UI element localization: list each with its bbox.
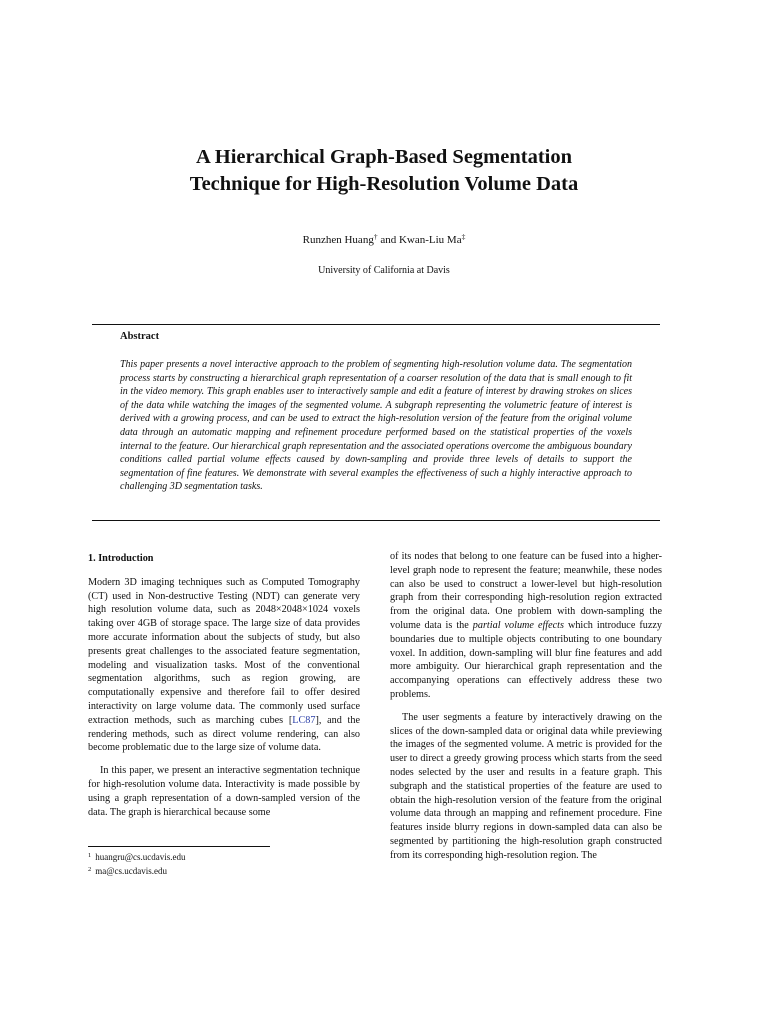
abstract-text: This paper presents a novel interactive approach to the problem of segmenting high-resolution volume data. The segmentation process starts by constructing a hierarchical graph representation of a coarser resolution of the data that is small enough to fit in the video memory. This graph enables user to interactively sample and edit a feature of interest by drawing strokes on slices of the data while watching the images of the segmented volume. A subgraph representing the volumetric feature of interest is derived with a growing process, and can be used to extract the high-resolution version of the feature from the original volume data through an automatic mapping and refinement procedure performed based on the statistical properties of the voxels internal to the feature. Our hierarchical graph representation and the associated operations overcome the ambiguous boundary conditions called partial volume effects caused by down-sampling and provide three levels of details to support the segmentation of fine features. We demonstrate with several examples the effectiveness of such a highly interactive approach to challenging 3D segmentation tasks. bbox=[120, 359, 632, 493]
author-list bbox=[0, 232, 768, 246]
footnote-mark: 1 bbox=[88, 852, 92, 859]
paragraph: The user segments a feature by interactively drawing on the slices of the down-sampled data or original data while previewing the images of the segmented volume. A metric is provided for the user to direct a greedy growing process which starts from the seed nodes selected by the user and results in a feature graph. This subgraph and the statistical properties of the feature are used to obtain the high-resolution version of the feature from the original volume data through an mapping and refinement procedure. Fine features inside blurry regions in down-sampled data can also be segmented by partitioning the high-resolution graph constructed from its corresponding high-resolution region. The bbox=[390, 711, 662, 861]
author-mark: ‡ bbox=[461, 232, 466, 241]
abstract-bottom-rule bbox=[92, 520, 660, 521]
footnote-email: ma@cs.ucdavis.edu bbox=[95, 865, 168, 876]
left-column bbox=[88, 550, 360, 819]
paragraph: In this paper, we present an interactive segmentation technique for high-resolution volume data. Interactivity is made possible by using a graph representation of a down-sampled version of the data. The graph is hierarchical because some bbox=[88, 765, 360, 818]
footnote-email: huangru@cs.ucdavis.edu bbox=[95, 852, 186, 862]
footnote bbox=[88, 864, 186, 878]
author-mark: † bbox=[373, 232, 378, 241]
paragraph bbox=[390, 550, 662, 702]
abstract-top-rule bbox=[92, 324, 660, 325]
author-name: Kwan-Liu Ma bbox=[398, 234, 462, 246]
footnote-mark: 2 bbox=[88, 865, 92, 873]
paragraph-text: of its nodes that belong to one feature can be fused into a higher-level graph node to represent the feature; meanwhile, these nodes can also be used to construct a lower-level but high-resolution graph from their corresponding high-resolution region extracted from the original data. One problem with down-sampling the volume data is the bbox=[390, 551, 662, 631]
paragraph-text: which introduce fuzzy boundaries due to multiple objects contributing to one boundary voxel. In addition, down-sampling will blur fine features and add more ambiguity. Our hierarchical graph representation and the accompanying operations can effectively address these two problems. bbox=[390, 619, 662, 700]
footnotes bbox=[88, 850, 186, 877]
footnote-rule bbox=[88, 846, 270, 847]
abstract-heading: Abstract bbox=[120, 331, 160, 342]
author-separator: and bbox=[377, 234, 399, 246]
paragraph-text: Modern 3D imaging techniques such as Computed Tomography (CT) used in Non-destructive Testing (NDT) can generate very high resolution volume data, such as 2048×2048×1024 voxels taking over 4GB of storage space. The large size of data provides more accurate information about the subjects of study, but also presents great challenges to the associated feature segmentation, modeling and visualization tasks. Most of the conventional segmentation algorithms, such as region growing, are computationally expensive and therefore fail to offer desired interactivity on large volume data. The commonly used surface extraction methods, such as marching cubes [ bbox=[88, 576, 360, 726]
title-line-1: A Hierarchical Graph-Based Segmentation bbox=[195, 146, 572, 168]
title-line-2: Technique for High-Resolution Volume Data bbox=[189, 173, 579, 195]
paragraph-text: ], and the rendering methods, such as direct volume rendering, can also become problematic due to the large size of volume data. bbox=[88, 714, 360, 754]
paragraph bbox=[88, 576, 360, 755]
section-heading: 1. Introduction bbox=[88, 553, 154, 564]
emphasis-text: partial volume effects bbox=[472, 619, 564, 631]
citation-link[interactable]: LC87 bbox=[292, 714, 316, 726]
footnote bbox=[88, 850, 186, 864]
affiliation: University of California at Davis bbox=[318, 265, 450, 276]
right-column bbox=[390, 550, 662, 863]
paper-title bbox=[0, 144, 768, 198]
author-name: Runzhen Huang bbox=[302, 234, 374, 246]
